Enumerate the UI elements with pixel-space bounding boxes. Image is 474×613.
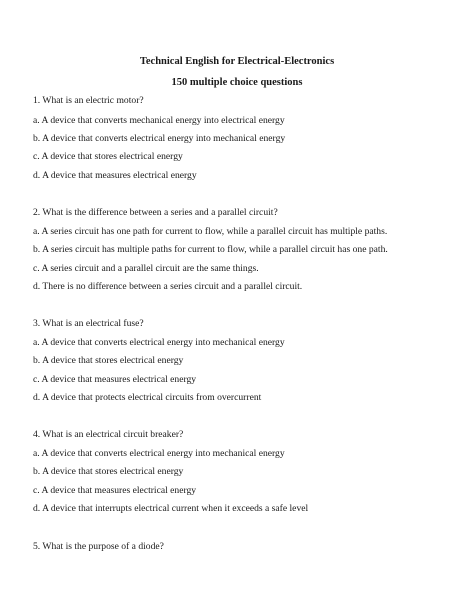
- question-3-option-d: d. A device that protects electrical circuits from overcurrent: [33, 392, 262, 403]
- question-5: 5. What is the purpose of a diode?: [33, 541, 164, 552]
- question-3-option-c: c. A device that measures electrical energy: [33, 374, 197, 385]
- question-1-option-c: c. A device that stores electrical energy: [33, 151, 183, 162]
- question-1: 1. What is an electric motor?: [33, 95, 144, 106]
- question-4-option-b: b. A device that stores electrical energy: [33, 466, 184, 477]
- question-3-option-a: a. A device that converts electrical energy into mechanical energy: [33, 337, 285, 348]
- document-title: Technical English for Electrical-Electronics: [139, 56, 335, 67]
- question-1-option-a: a. A device that converts mechanical energy into electrical energy: [33, 115, 285, 126]
- document-subtitle: 150 multiple choice questions: [171, 77, 303, 88]
- question-2-option-a: a. A series circuit has one path for current to flow, while a parallel circuit has multiple paths.: [33, 226, 388, 237]
- question-4-option-d: d. A device that interrupts electrical current when it exceeds a safe level: [33, 503, 309, 514]
- question-3-option-b: b. A device that stores electrical energy: [33, 355, 184, 366]
- question-2: 2. What is the difference between a series and a parallel circuit?: [33, 207, 278, 218]
- question-1-option-d: d. A device that measures electrical energy: [33, 170, 197, 181]
- question-3: 3. What is an electrical fuse?: [33, 318, 144, 329]
- question-4-option-a: a. A device that converts electrical energy into mechanical energy: [33, 448, 285, 459]
- question-2-option-b: b. A series circuit has multiple paths for current to flow, while a parallel circuit has one path.: [33, 244, 388, 255]
- question-2-option-d: d. There is no difference between a series circuit and a parallel circuit.: [33, 281, 303, 292]
- question-4: 4. What is an electrical circuit breaker?: [33, 429, 184, 440]
- question-1-option-b: b. A device that converts electrical energy into mechanical energy: [33, 133, 286, 144]
- question-4-option-c: c. A device that measures electrical energy: [33, 485, 197, 496]
- question-2-option-c: c. A series circuit and a parallel circuit are the same things.: [33, 263, 259, 274]
